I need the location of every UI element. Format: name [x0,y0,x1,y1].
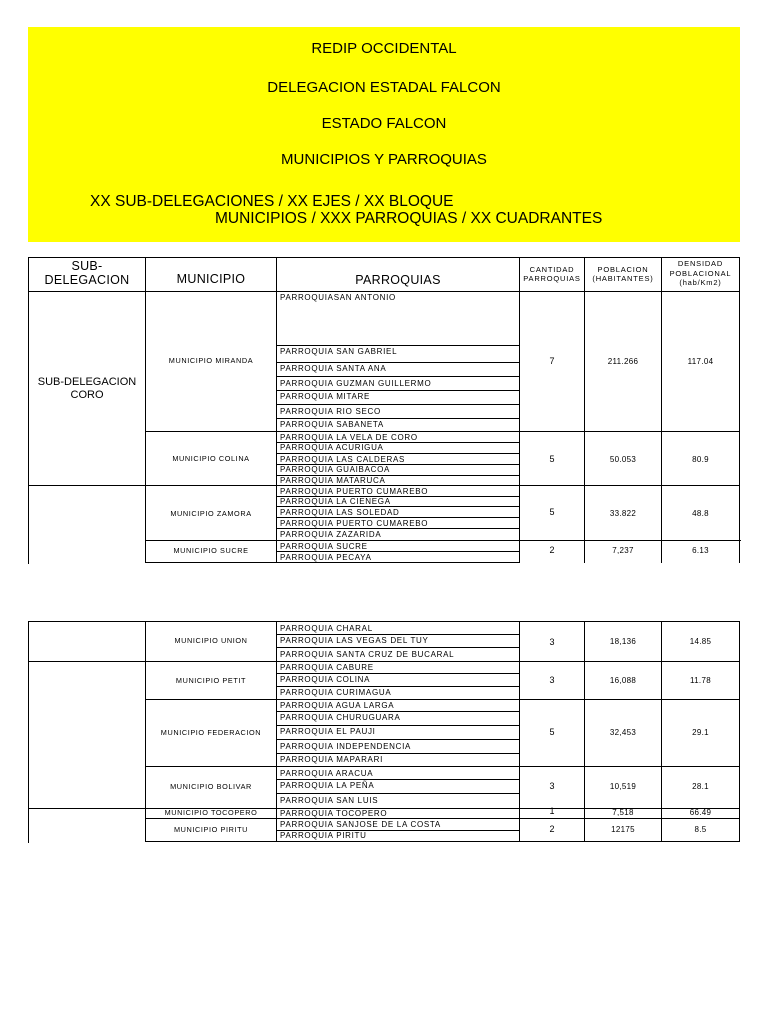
title-redip: REDIP OCCIDENTAL [311,40,457,57]
parroquia-cell [276,376,520,391]
parroquia-name: PARROQUIA LA VELA DE CORO [280,433,418,442]
poblacion-value: 7,237 [612,546,634,555]
cantidad-value: 7 [549,356,555,366]
parroquia-cell [276,739,520,754]
header-parroquias: PARROQUIAS [355,273,441,287]
poblacion-value: 33.822 [609,509,637,518]
parroquia-name: PARROQUIA CABURE [280,663,374,672]
summary-line-2: MUNICIPIOS / XXX PARROQUIAS / XX CUADRANTES [215,210,603,227]
header-densidad: DENSIDAD POBLACIONAL (hab/Km2) [669,259,732,287]
municipio-name: MUNICIPIO PETIT [175,676,247,685]
densidad-value: 6.13 [692,546,709,555]
parroquia-name: PARROQUIA GUZMAN GUILLERMO [280,379,432,388]
poblacion-value: 12175 [611,825,635,834]
densidad-value: 28.1 [692,782,709,791]
summary-line-1: XX SUB-DELEGACIONES / XX EJES / XX BLOQUE [90,193,454,210]
parroquia-cell [276,404,520,419]
parroquia-name: PARROQUIA CURIMAGUA [280,688,392,697]
parroquia-name: PARROQUIA LAS VEGAS DEL TUY [280,636,429,645]
densidad-value: 8.5 [694,825,707,834]
parroquia-cell [276,634,520,648]
poblacion-value: 50.053 [609,455,637,464]
parroquia-cell [276,673,520,687]
header-cantidad: CANTIDAD PARROQUIAS [523,265,581,283]
parroquia-cell [276,725,520,740]
densidad-value: 48.8 [692,509,709,518]
parroquia-name: PARROQUIA ACURIGUA [280,443,384,452]
parroquia-name: PARROQUIA AGUA LARGA [280,701,395,710]
subdelegacion-coro-label: SUB-DELEGACION CORO [37,376,137,401]
parroquia-cell [276,390,520,405]
municipio-name: MUNICIPIO BOLIVAR [170,782,252,791]
parroquia-name: PARROQUIA ARACUA [280,769,374,778]
subdelegacion-cell [28,661,147,810]
densidad-value: 80.9 [692,455,709,464]
parroquia-name: PARROQUIA RIO SECO [280,407,381,416]
municipio-name: MUNICIPIO UNION [174,636,248,645]
parroquia-cell [276,711,520,726]
parroquia-name: PARROQUIA SUCRE [280,542,368,551]
parroquia-cell [276,621,520,635]
subdelegacion-2-cell [28,485,147,564]
title-banner [28,27,740,242]
parroquia-name: PARROQUIA PUERTO CUMAREBO [280,487,429,496]
parroquia-cell [276,779,520,794]
parroquia-cell [276,766,520,780]
parroquia-name: PARROQUIA SABANETA [280,420,384,429]
parroquia-name: PARROQUIA PECAYA [280,553,372,562]
municipio-name: MUNICIPIO FEDERACION [160,728,262,737]
parroquia-name: PARROQUIA CHURUGUARA [280,713,401,722]
cantidad-value: 3 [549,781,555,791]
densidad-value: 11.78 [690,676,711,685]
parroquia-name: PARROQUIA INDEPENDENCIA [280,742,412,751]
municipio-name: MUNICIPIO SUCRE [173,546,249,555]
densidad-value: 66.49 [689,808,712,817]
parroquia-cell [276,345,520,363]
parroquia-cell [276,362,520,377]
parroquia-name: PARROQUIA EL PAUJI [280,727,376,736]
parroquia-name: PARROQUIA LAS CALDERAS [280,455,406,464]
poblacion-value: 7,518 [612,808,634,817]
parroquia-name: PARROQUIA LAS SOLEDAD [280,508,400,517]
parroquia-name: PARROQUIA ZAZARIDA [280,530,382,539]
cantidad-value: 2 [549,824,555,834]
parroquia-cell [276,551,520,563]
cantidad-value: 3 [549,675,555,685]
parroquia-name: PARROQUIA MAPARARI [280,755,383,764]
title-municipios: MUNICIPIOS Y PARROQUIAS [281,151,487,168]
poblacion-value: 32,453 [609,728,637,737]
poblacion-value: 10,519 [609,782,637,791]
municipio-name: MUNICIPIO TOCOPERO [164,808,258,817]
parroquia-cell [276,793,520,809]
cantidad-value: 2 [549,545,555,555]
subdelegacion-cell [28,621,146,662]
parroquia-cell [276,647,520,662]
poblacion-value: 211.266 [607,357,639,366]
parroquia-name: PARROQUIA SAN LUIS [280,796,379,805]
cantidad-value: 5 [549,454,555,464]
municipio-name: MUNICIPIO ZAMORA [170,509,252,518]
header-subdelegacion: SUB- DELEGACION [44,259,130,287]
parroquia-cell [276,686,520,700]
parroquia-name: PARROQUIA MITARE [280,392,371,401]
parroquia-name: PARROQUIA GUAIBACOA [280,465,391,474]
row-divider [519,540,741,541]
parroquia-name: PARROQUIA MATARUCA [280,476,386,485]
parroquia-name: PARROQUIA SANTA ANA [280,364,387,373]
parroquia-name: PARROQUIA SANJOSE DE LA COSTA [280,820,441,829]
poblacion-value: 16,088 [609,676,637,685]
parroquia-name: PARROQUIA PIRITU [280,831,367,840]
parroquia-name: PARROQUIA COLINA [280,675,371,684]
header-poblacion: POBLACION (HABITANTES) [592,265,654,283]
parroquia-cell [276,291,520,346]
title-delegacion: DELEGACION ESTADAL FALCON [267,79,501,96]
cantidad-value: 3 [549,637,555,647]
parroquia-name: PARROQUIA PUERTO CUMAREBO [280,519,429,528]
header-municipio: MUNICIPIO [176,272,246,286]
parroquia-name: PARROQUIA LA PEÑA [280,781,375,790]
cantidad-value: 5 [549,727,555,737]
densidad-value: 14.85 [689,637,712,646]
cantidad-value: 5 [549,507,555,517]
densidad-value: 117.04 [687,357,714,366]
subdelegacion-cell [28,808,147,843]
parroquia-name: PARROQUIA SAN GABRIEL [280,347,398,356]
title-estado: ESTADO FALCON [321,115,447,132]
parroquia-name: PARROQUIA SANTA CRUZ DE BUCARAL [280,650,455,659]
parroquia-cell [276,418,520,432]
parroquia-name: PARROQUIA CHARAL [280,624,373,633]
municipio-name: MUNICIPIO MIRANDA [168,356,254,365]
parroquia-cell [276,753,520,767]
municipio-name: MUNICIPIO PIRITU [173,825,249,834]
densidad-value: 29.1 [692,728,709,737]
parroquia-name: PARROQUIA LA CIENEGA [280,497,391,506]
cantidad-value: 1 [549,806,555,816]
municipio-name: MUNICIPIO COLINA [172,454,250,463]
parroquia-cell [276,830,520,842]
parroquia-name: PARROQUIA TOCOPERO [280,809,388,818]
parroquia-name: PARROQUIASAN ANTONIO [280,293,396,302]
poblacion-value: 18,136 [609,637,637,646]
